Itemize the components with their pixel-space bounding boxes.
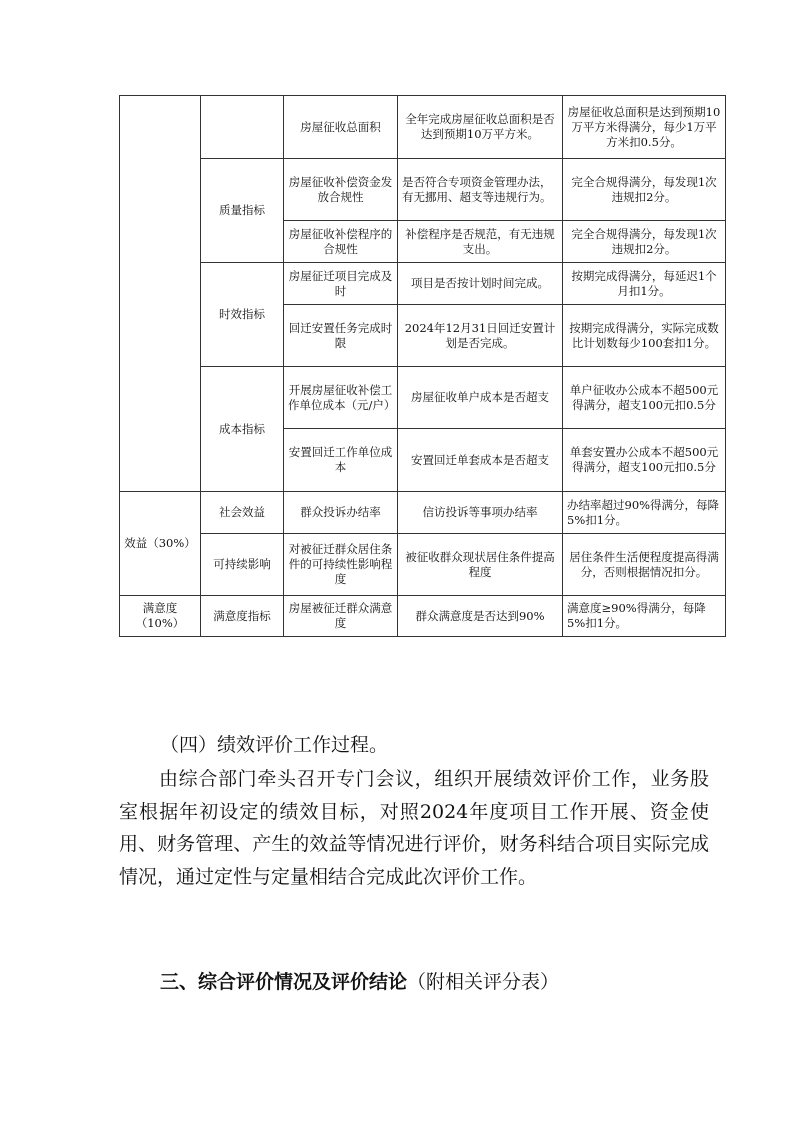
table-row <box>120 492 726 534</box>
table-row <box>120 367 726 429</box>
section-4-heading: （四）绩效评价工作过程。 <box>160 734 389 756</box>
table-cell: 被征收群众现状居住条件提高程度 <box>398 534 563 596</box>
table-cell: 居住条件生活便程度提高得满分，否则根据情况扣分。 <box>563 534 726 596</box>
table-cell: 群众投诉办结率 <box>284 492 398 534</box>
table-row <box>120 96 726 159</box>
table-cell: 效益（30%） <box>120 492 201 596</box>
table-cell: 开展房屋征收补偿工作单位成本（元/户） <box>284 367 398 429</box>
table-cell: 信访投诉等事项办结率 <box>398 492 563 534</box>
table-cell: 质量指标 <box>201 159 284 263</box>
table-cell: 房屋征收补偿资金发放合规性 <box>284 159 398 221</box>
section-3-heading <box>160 970 559 994</box>
table-cell: 对被征迁群众居住条件的可持续性影响程度 <box>284 534 398 596</box>
table-cell: 按期完成得满分，每延迟1个月扣1分。 <box>563 263 726 305</box>
table-cell: 社会效益 <box>201 492 284 534</box>
table-cell: 时效指标 <box>201 263 284 367</box>
table-cell: 房屋征收补偿程序的合规性 <box>284 221 398 263</box>
table-cell: 房屋征收总面积 <box>284 96 398 159</box>
section-3-title: 三、综合评价情况及评价结论 <box>160 971 408 993</box>
table-cell: 办结率超过90%得满分，每降5%扣1分。 <box>563 492 726 534</box>
table-cell: 完全合规得满分，每发现1次违规扣2分。 <box>563 159 726 221</box>
table-cell: 补偿程序是否规范，有无违规支出。 <box>398 221 563 263</box>
section-3-suffix: （附相关评分表） <box>407 971 560 993</box>
table-row <box>120 534 726 596</box>
table-cell: 按期完成得满分，实际完成数比计划数每少100套扣1分。 <box>563 305 726 367</box>
table-row <box>120 263 726 305</box>
table-cell: 满意度（10%） <box>120 596 201 637</box>
table-cell: 房屋征收总面积是达到预期10万平方米得满分，每少1万平方米扣0.5分。 <box>563 96 726 159</box>
table-cell <box>120 96 201 492</box>
section-4-paragraph: 由综合部门牵头召开专门会议，组织开展绩效评价工作，业务股室根据年初设定的绩效目标，对照2024年度项目工作开展、资金使用、财务管理、产生的效益等情况进行评价，财务科结合项目实际完成情况，通过定性与定量相结合完成此次评价工作。 <box>119 768 709 888</box>
table-cell: 可持续影响 <box>201 534 284 596</box>
table-cell: 单户征收办公成本不超500元得满分，超支100元扣0.5分 <box>563 367 726 429</box>
table-cell: 成本指标 <box>201 367 284 492</box>
table-cell: 项目是否按计划时间完成。 <box>398 263 563 305</box>
table-cell <box>201 96 284 159</box>
table-cell: 2024年12月31日回迁安置计划是否完成。 <box>398 305 563 367</box>
table-cell: 房屋被征迁群众满意度 <box>284 596 398 637</box>
table-cell: 单套安置办公成本不超500元得满分，超支100元扣0.5分 <box>563 429 726 492</box>
table-cell: 群众满意度是否达到90% <box>398 596 563 637</box>
table-cell: 房屋征收单户成本是否超支 <box>398 367 563 429</box>
table-cell: 安置回迁单套成本是否超支 <box>398 429 563 492</box>
table-cell: 全年完成房屋征收总面积是否达到预期10万平方米。 <box>398 96 563 159</box>
table-row <box>120 596 726 637</box>
table-cell: 回迁安置任务完成时限 <box>284 305 398 367</box>
table-cell: 房屋征迁项目完成及时 <box>284 263 398 305</box>
table-cell: 安置回迁工作单位成本 <box>284 429 398 492</box>
table-cell: 是否符合专项资金管理办法，有无挪用、超支等违规行为。 <box>398 159 563 221</box>
table-cell: 满意度≥90%得满分，每降5%扣1分。 <box>563 596 726 637</box>
performance-indicator-table <box>119 95 726 637</box>
table-cell: 完全合规得满分，每发现1次违规扣2分。 <box>563 221 726 263</box>
table-cell: 满意度指标 <box>201 596 284 637</box>
table-row <box>120 159 726 221</box>
